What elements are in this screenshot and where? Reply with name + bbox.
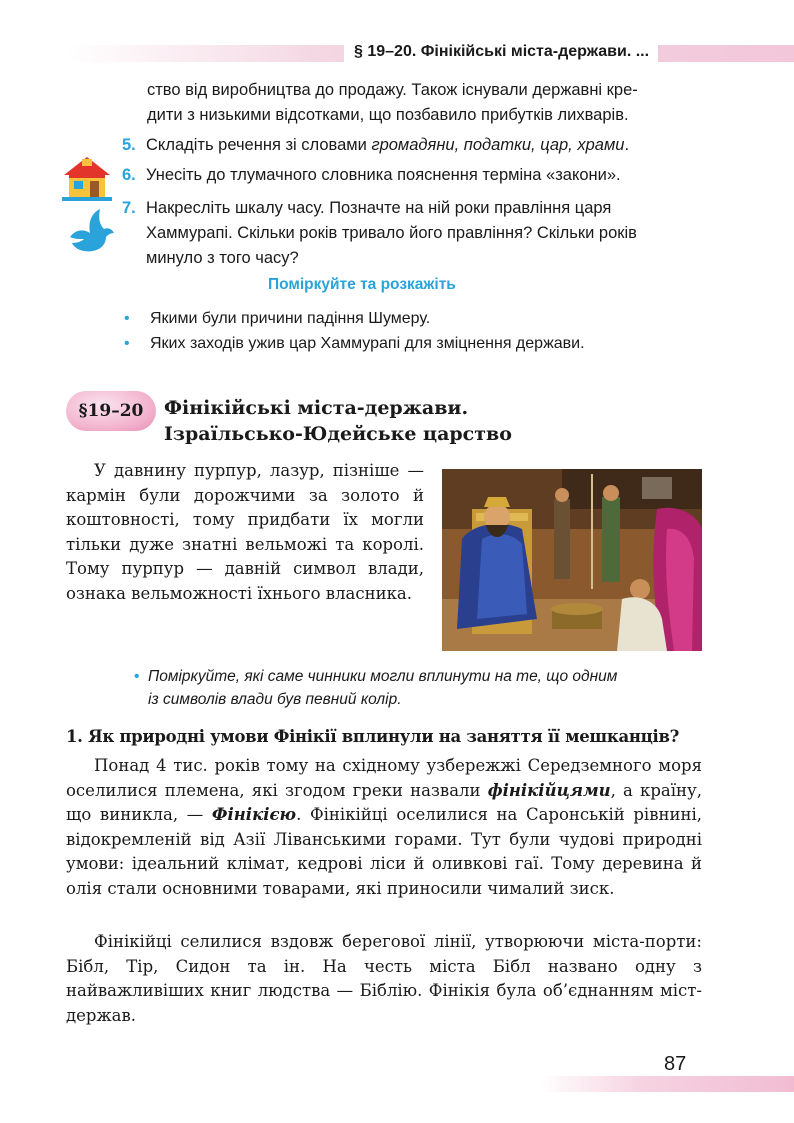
section-badge: §19–20	[66, 391, 156, 431]
question-7-line-1: Накресліть шкалу часу. Позначте на ній роки правління царя	[146, 199, 612, 217]
question-5-number: 5.	[122, 136, 136, 154]
caption-line-2: із символів влади був певний колір.	[148, 691, 402, 708]
question-6	[122, 163, 702, 188]
think-section-title: Поміркуйте та розкажіть	[268, 276, 456, 293]
paragraph-1	[66, 754, 702, 901]
question-7-number: 7.	[122, 199, 136, 217]
question-5	[122, 133, 702, 158]
question-7-line-3: минуло з того часу?	[146, 249, 299, 267]
bullet-item: • Якими були причини падіння Шумеру.	[122, 306, 702, 331]
question-7-line-2: Хаммурапі. Скільки років тривало його правління? Скільки років	[146, 224, 637, 242]
continued-line-2: дити з низькими відсотками, що позбавило прибутків лихварів.	[147, 106, 629, 124]
caption-line-1: Поміркуйте, які саме чинники могли вплинути на те, що одним	[148, 668, 618, 685]
section-title-line-1: Фінікійські міста-держави.	[164, 397, 469, 419]
footer-band	[540, 1076, 794, 1092]
continued-paragraph	[147, 78, 701, 128]
paragraph-1-part-3: . Фінікійці оселилися на Саронській рівнині, відокремленій від Азії Ліванськими горами. Тут були чудові природні умови: ідеальний клімат, кедрові ліси й оливкові гаї. Тому деревина й олія стали основними товарами, які приносили чималий зиск.	[66, 805, 703, 898]
page-number: 87	[664, 1053, 687, 1075]
continued-line-1: ство від виробництва до продажу. Також існували державні кре-	[147, 81, 638, 99]
section-title	[164, 395, 512, 447]
section-title-line-2: Ізраїльсько-Юдейське царство	[164, 423, 512, 445]
paragraph-1-part-2: , а країну, що виникла, —	[66, 780, 702, 824]
think-bullets	[122, 306, 702, 356]
king-throne-illustration	[442, 469, 702, 651]
question-7	[122, 196, 702, 271]
question-6-number: 6.	[122, 166, 136, 184]
subheading: 1. Як природні умови Фінікії вплинули на заняття її мешканців?	[66, 727, 680, 746]
caption-bullet: •	[134, 668, 140, 685]
illustration-caption	[134, 665, 704, 711]
running-header: § 19–20. Фінікійські міста-держави. ...	[344, 40, 658, 64]
intro-paragraph: У давнину пурпур, лазур, пізніше — кармін були дорожчими за золото й коштовності, тому придбати їх могли тільки дуже знатні вельможі та королі. Тому пурпур — давній символ влади, ознака вельможності їхнього власника.	[66, 461, 424, 603]
house-icon	[62, 155, 112, 201]
dove-icon	[66, 207, 116, 257]
bullet-item: • Яких заходів ужив цар Хаммурапі для зміцнення держави.	[122, 331, 702, 356]
paragraph-1-part-1: Понад 4 тис. років тому на східному узбережжі Середземного моря оселилися племена, які згодом греки назвали	[66, 756, 702, 800]
question-5-tail: .	[624, 136, 630, 154]
question-5-text: Складіть речення зі словами	[146, 136, 372, 154]
question-6-text: Унесіть до тлумачного словника пояснення терміна «закони».	[146, 166, 621, 184]
question-5-italic-words: громадяни, податки, цар, храми	[371, 136, 625, 154]
term-phoenicia: Фінікією	[211, 805, 297, 824]
term-phoenicians: фінікійцями	[487, 780, 611, 800]
paragraph-2: Фінікійці селилися вздовж берегової лінії, утворюючи міста-порти: Бібл, Тір, Сидон та ін. На честь міста Бібл названо одну з найважливіших книг людства — Біблію. Фінікія була об’єднанням міст-держав.	[66, 932, 702, 1025]
